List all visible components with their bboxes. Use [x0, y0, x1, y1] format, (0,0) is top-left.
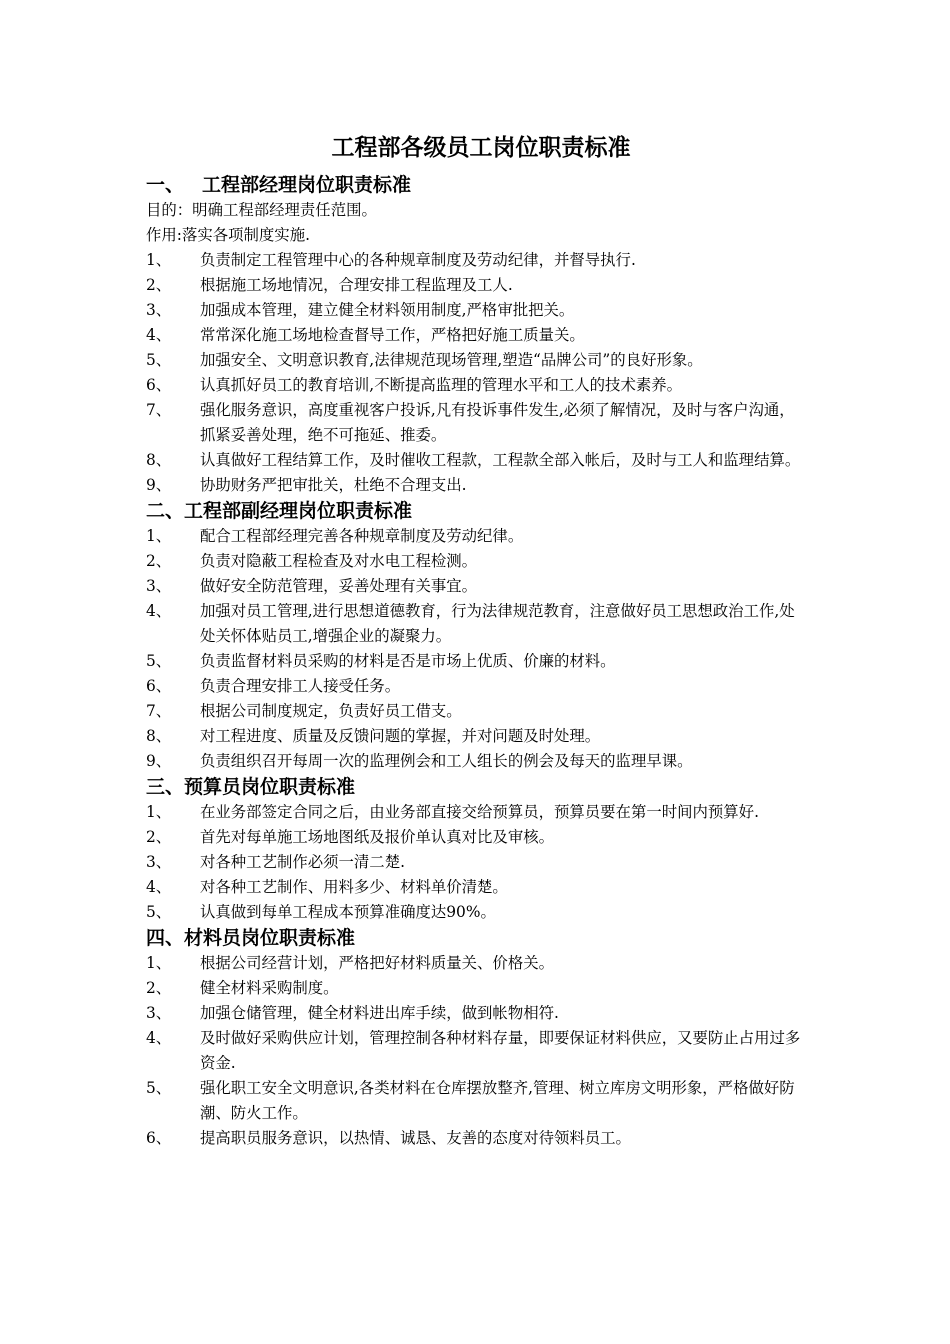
list-item	[146, 724, 810, 749]
document-page	[146, 132, 810, 1151]
list-item	[146, 649, 810, 674]
list-item-text: 加强安全、文明意识教育,法律规范现场管理,塑造“品牌公司”的良好形象。	[200, 351, 703, 369]
list-item	[146, 749, 810, 774]
list-item-text: 协助财务严把审批关，杜绝不合理支出.	[200, 476, 467, 494]
list-item	[146, 825, 810, 850]
list-item	[146, 323, 810, 348]
list-item-index: 1、	[146, 954, 172, 972]
list-item	[146, 448, 810, 473]
intro-line: 作用:落实各项制度实施.	[146, 226, 310, 244]
list-item-index: 8、	[146, 727, 172, 745]
list-item	[146, 976, 810, 1001]
list-item	[146, 850, 810, 875]
list-item	[146, 348, 810, 373]
list-item-text: 负责对隐蔽工程检查及对水电工程检测。	[200, 552, 478, 570]
list-item-index: 7、	[146, 401, 172, 419]
list-item-index: 6、	[146, 677, 172, 695]
list-item	[146, 674, 810, 699]
list-item	[146, 473, 810, 498]
list-item-index: 4、	[146, 602, 172, 620]
list-item-index: 5、	[146, 903, 172, 921]
list-item	[146, 900, 810, 925]
list-item	[146, 1001, 810, 1026]
section-heading-text: 材料员岗位职责标准	[184, 927, 356, 949]
list-item-index: 1、	[146, 527, 172, 545]
list-item-index: 5、	[146, 652, 172, 670]
list-item-text: 在业务部签定合同之后，由业务部直接交给预算员，预算员要在第一时间内预算好.	[200, 803, 759, 821]
list-item-text: 常常深化施工场地检查督导工作，严格把好施工质量关。	[200, 326, 585, 344]
list-item-text: 负责组织召开每周一次的监理例会和工人组长的例会及每天的监理早课。	[200, 752, 693, 770]
list-item	[146, 699, 810, 724]
list-item-index: 3、	[146, 1004, 172, 1022]
list-item	[146, 951, 810, 976]
list-item	[146, 800, 810, 825]
list-item-text: 对各种工艺制作必须一清二楚.	[200, 853, 405, 871]
list-item-index: 3、	[146, 301, 172, 319]
list-item	[146, 298, 810, 323]
list-item-text: 提高职员服务意识，以热情、诚恳、友善的态度对待领料员工。	[200, 1129, 631, 1147]
list-item-text: 负责合理安排工人接受任务。	[200, 677, 401, 695]
list-item-text: 强化服务意识，高度重视客户投诉,凡有投诉事件发生,必须了解情况，及时与客户沟通，抓紧妥善处理，绝不可拖延、推委。	[200, 401, 795, 444]
list-item	[146, 373, 810, 398]
list-item-text: 认真做好工程结算工作，及时催收工程款，工程款全部入帐后，及时与工人和监理结算。	[200, 451, 801, 469]
section	[146, 498, 810, 774]
list-item-index: 5、	[146, 1079, 172, 1097]
list-item-index: 4、	[146, 878, 172, 896]
section	[146, 774, 810, 925]
list-item-text: 首先对每单施工场地图纸及报价单认真对比及审核。	[200, 828, 554, 846]
section-heading-text: 工程部副经理岗位职责标准	[184, 500, 413, 522]
list-item	[146, 599, 810, 649]
list-item	[146, 524, 810, 549]
section-heading	[146, 774, 810, 800]
list-item-index: 9、	[146, 752, 172, 770]
list-item-text: 对各种工艺制作、用料多少、材料单价清楚。	[200, 878, 508, 896]
list-item-text: 配合工程部经理完善各种规章制度及劳动纪律。	[200, 527, 524, 545]
list-item-text: 及时做好采购供应计划，管理控制各种材料存量，即要保证材料供应，又要防止占用过多资金.	[200, 1029, 801, 1072]
list-item-index: 1、	[146, 803, 172, 821]
section-number: 四、	[146, 927, 185, 949]
list-item	[146, 1076, 810, 1126]
list-item-index: 2、	[146, 828, 172, 846]
list-item-text: 根据公司制度规定，负责好员工借支。	[200, 702, 462, 720]
list-item-text: 加强仓储管理，健全材料进出库手续，做到帐物相符.	[200, 1004, 559, 1022]
section-number: 三、	[146, 776, 185, 798]
section-heading	[146, 925, 810, 951]
section-heading-text: 工程部经理岗位职责标准	[202, 174, 412, 196]
list-item-index: 4、	[146, 326, 172, 344]
section-number: 二、	[146, 500, 185, 522]
intro-line: 目的：明确工程部经理责任范围。	[146, 201, 377, 219]
list-item-text: 对工程进度、质量及反馈问题的掌握，并对问题及时处理。	[200, 727, 601, 745]
list-item	[146, 875, 810, 900]
document-title: 工程部各级员工岗位职责标准	[331, 135, 631, 161]
list-item-index: 5、	[146, 351, 172, 369]
list-item-index: 2、	[146, 552, 172, 570]
sections-container	[146, 172, 810, 1151]
list-item-text: 认真抓好员工的教育培训,不断提高监理的管理水平和工人的技术素养。	[200, 376, 683, 394]
section-number: 一、	[146, 174, 185, 196]
list-item-text: 根据施工场地情况，合理安排工程监理及工人.	[200, 276, 513, 294]
list-item-index: 9、	[146, 476, 172, 494]
list-item-index: 6、	[146, 376, 172, 394]
list-item-text: 健全材料采购制度。	[200, 979, 339, 997]
section-heading	[146, 172, 810, 198]
list-item-text: 加强对员工管理,进行思想道德教育，行为法律规范教育，注意做好员工思想政治工作,处处关怀体贴员工,增强企业的凝聚力。	[200, 602, 795, 645]
list-item	[146, 549, 810, 574]
section	[146, 925, 810, 1151]
list-item-index: 7、	[146, 702, 172, 720]
list-item-text: 做好安全防范管理，妥善处理有关事宜。	[200, 577, 478, 595]
list-item	[146, 273, 810, 298]
list-item-text: 负责制定工程管理中心的各种规章制度及劳动纪律，并督导执行.	[200, 251, 636, 269]
list-item-index: 3、	[146, 577, 172, 595]
list-item-text: 加强成本管理，建立健全材料领用制度,严格审批把关。	[200, 301, 575, 319]
list-item	[146, 574, 810, 599]
list-item-text: 负责监督材料员采购的材料是否是市场上优质、价廉的材料。	[200, 652, 616, 670]
list-item-index: 8、	[146, 451, 172, 469]
section-heading	[146, 498, 810, 524]
list-item-index: 4、	[146, 1029, 172, 1047]
section	[146, 172, 810, 498]
section-heading-text: 预算员岗位职责标准	[184, 776, 356, 798]
list-item	[146, 398, 810, 448]
list-item-index: 1、	[146, 251, 172, 269]
list-item	[146, 248, 810, 273]
list-item-index: 2、	[146, 979, 172, 997]
list-item-text: 根据公司经营计划，严格把好材料质量关、价格关。	[200, 954, 554, 972]
list-item-index: 2、	[146, 276, 172, 294]
list-item	[146, 1126, 810, 1151]
list-item-index: 3、	[146, 853, 172, 871]
list-item-text: 强化职工安全文明意识,各类材料在仓库摆放整齐,管理、树立库房文明形象，严格做好防潮、防火工作。	[200, 1079, 795, 1122]
list-item-index: 6、	[146, 1129, 172, 1147]
list-item-text: 认真做到每单工程成本预算准确度达90%。	[200, 903, 496, 921]
list-item	[146, 1026, 810, 1076]
